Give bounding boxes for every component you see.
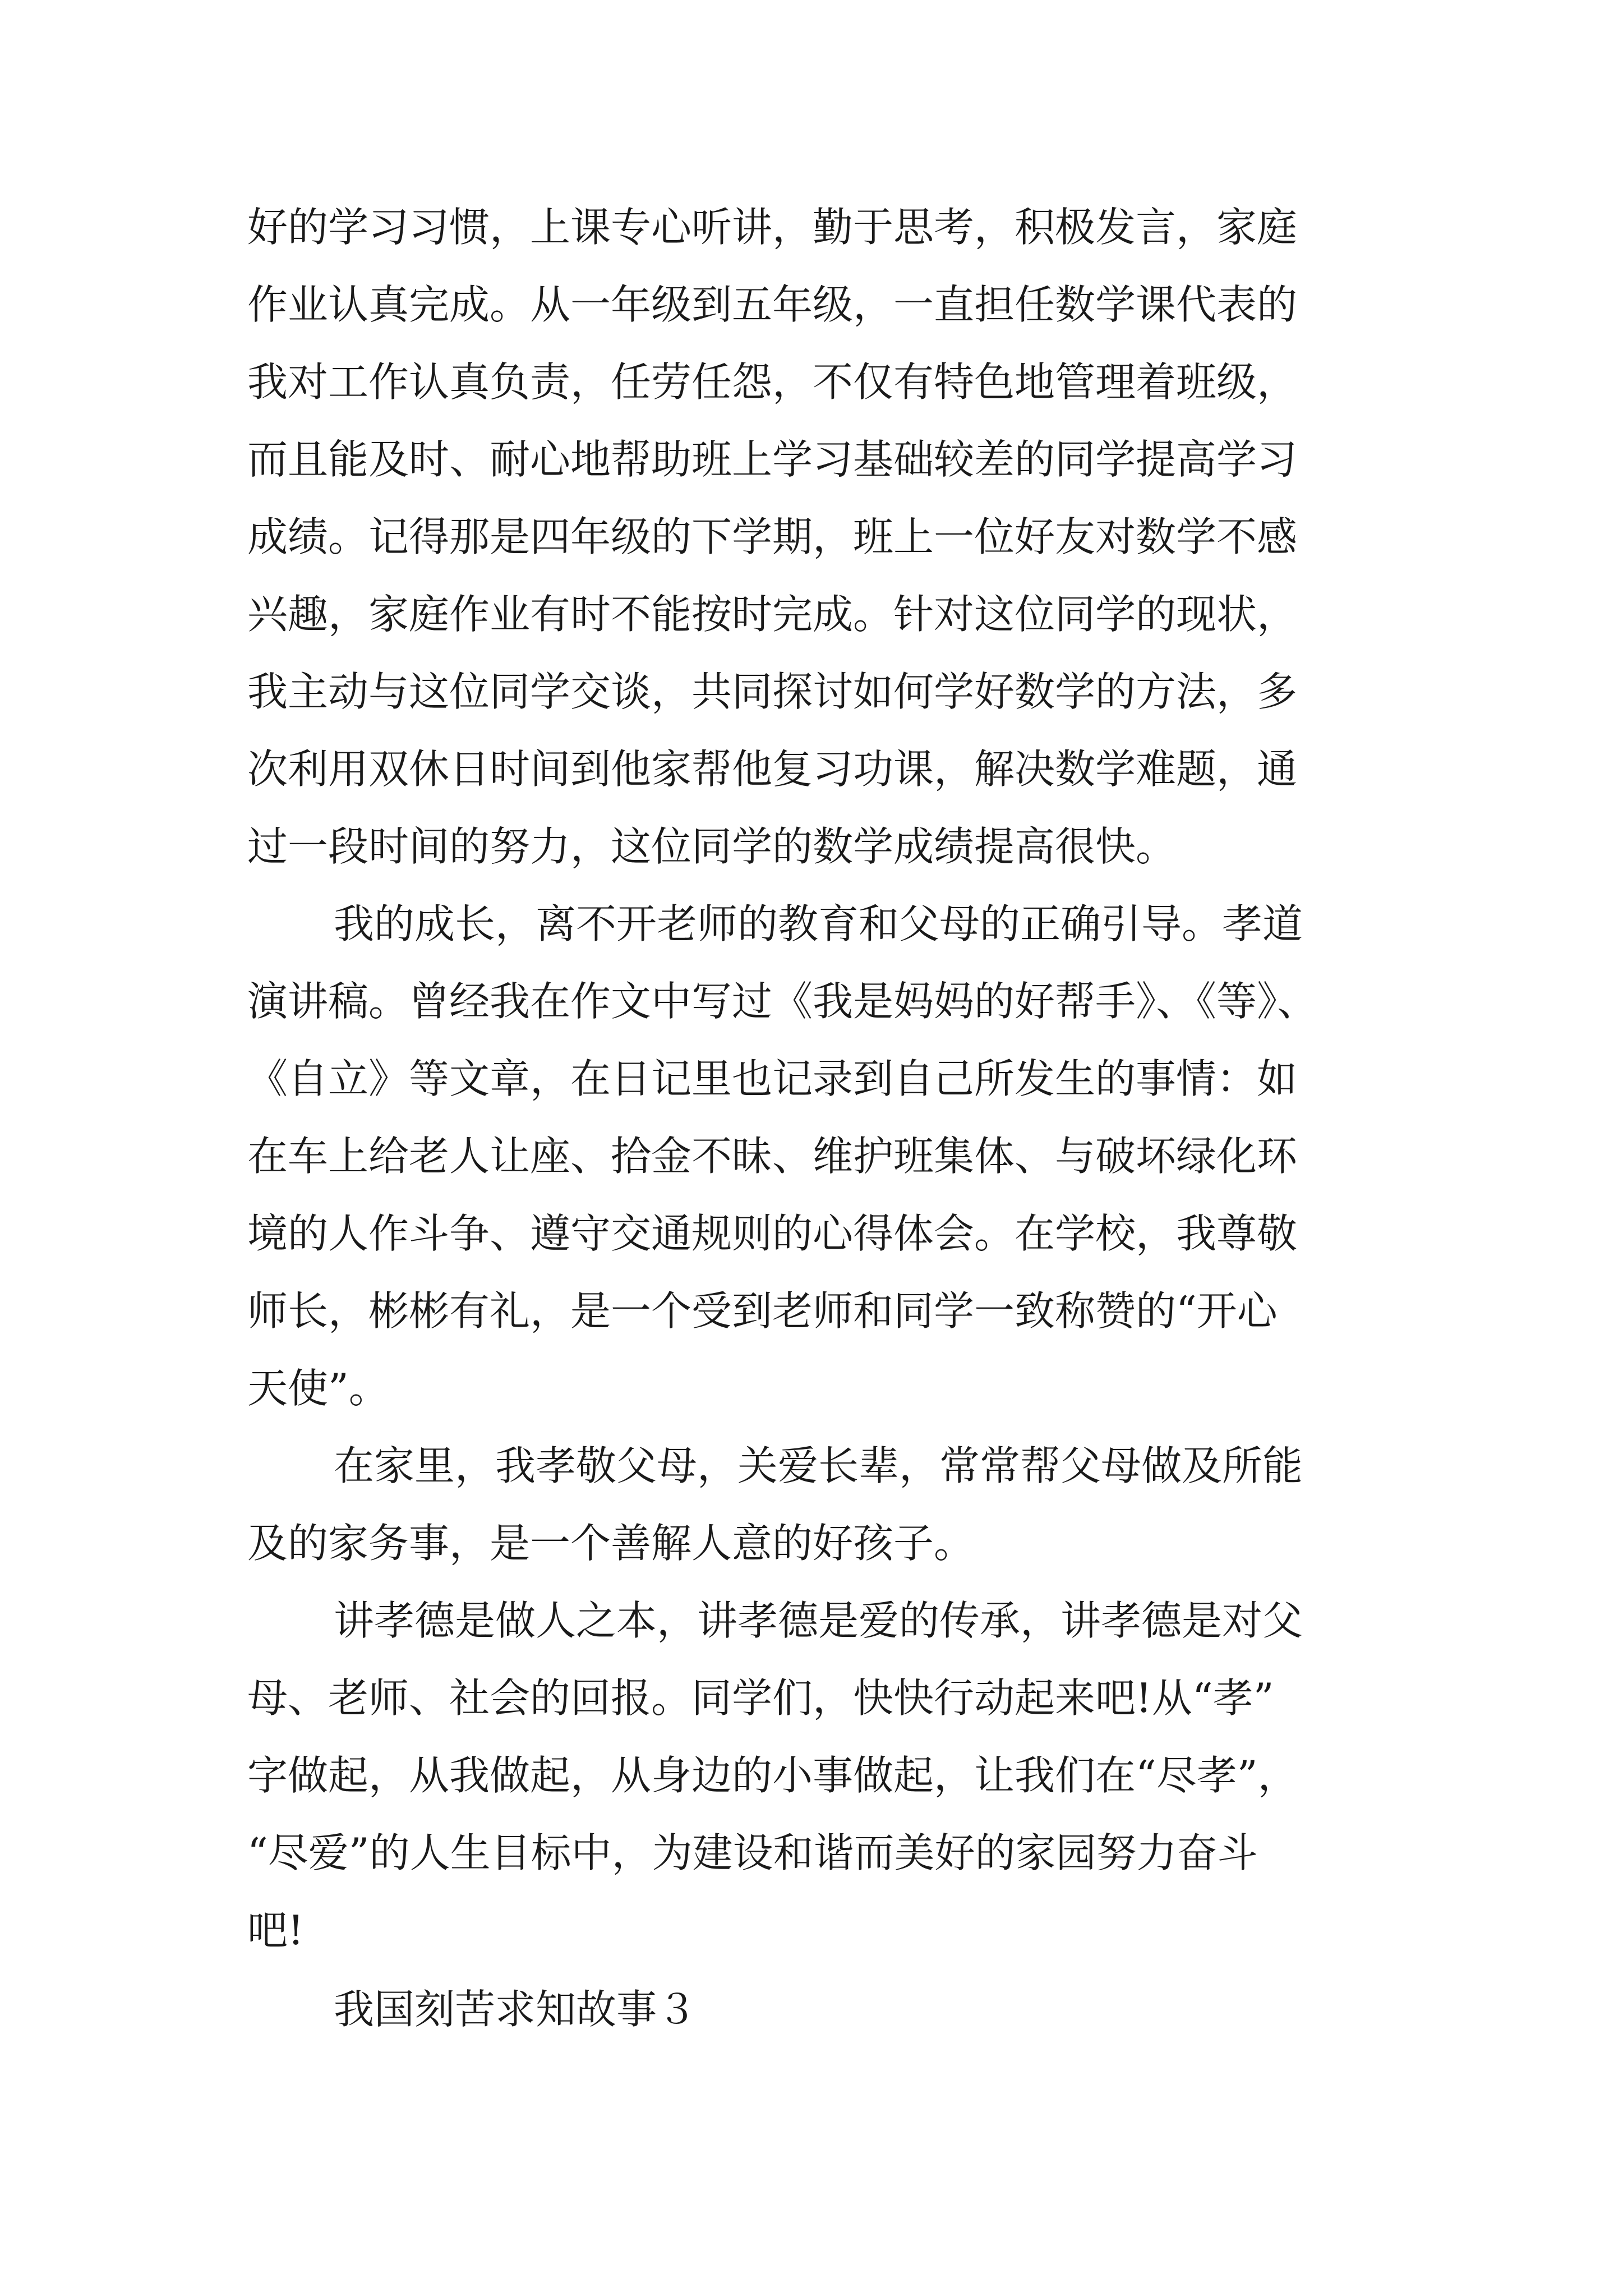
- text-line: 吧!: [247, 1907, 304, 1954]
- text-line: 我对工作认真负责，任劳任怨，不仅有特色地管理着班级，: [247, 358, 1298, 406]
- text-line: 母、老师、社会的回报。同学们，快快行动起来吧!从“孝”: [247, 1674, 1274, 1722]
- text-line: 及的家务事，是一个善解人意的好孩子。: [247, 1520, 975, 1567]
- text-line: 而且能及时、耐心地帮助班上学习基础较差的同学提高学习: [247, 436, 1298, 483]
- section-heading: 我国刻苦求知故事３: [334, 1986, 698, 2033]
- text-line: 作业认真完成。从一年级到五年级，一直担任数学课代表的: [247, 281, 1298, 328]
- text-line: 过一段时间的努力，这位同学的数学成绩提高很快。: [247, 823, 1177, 870]
- text-line: 师长，彬彬有礼，是一个受到老师和同学一致称赞的“开心: [247, 1287, 1278, 1335]
- paragraph-start-line: 我的成长，离不开老师的教育和父母的正确引导。孝道: [334, 900, 1303, 947]
- text-line: “尽爱”的人生目标中，为建设和谐而美好的家园努力奋斗: [247, 1829, 1258, 1876]
- text-line: 字做起，从我做起，从身边的小事做起，让我们在“尽孝”，: [247, 1752, 1298, 1799]
- text-line: 次利用双休日时间到他家帮他复习功课，解决数学难题，通: [247, 746, 1298, 793]
- text-line: 天使”。: [247, 1365, 389, 1412]
- text-line: 演讲稿。曾经我在作文中写过《我是妈妈的好帮手》、《等》、: [247, 978, 1318, 1025]
- text-line: 成绩。记得那是四年级的下学期，班上一位好友对数学不感: [247, 513, 1298, 560]
- text-line: 我主动与这位同学交谈，共同探讨如何学好数学的方法，多: [247, 668, 1298, 715]
- text-line: 好的学习习惯，上课专心听讲，勤于思考，积极发言，家庭: [247, 204, 1298, 251]
- text-line: 在车上给老人让座、拾金不昧、维护班集体、与破坏绿化环: [247, 1133, 1298, 1180]
- text-line: 兴趣，家庭作业有时不能按时完成。针对这位同学的现状，: [247, 591, 1298, 638]
- paragraph-start-line: 在家里，我孝敬父母，关爱长辈，常常帮父母做及所能: [334, 1442, 1303, 1489]
- text-line: 《自立》等文章，在日记里也记录到自己所发生的事情：如: [247, 1055, 1298, 1102]
- paragraph-start-line: 讲孝德是做人之本，讲孝德是爱的传承，讲孝德是对父: [334, 1597, 1303, 1644]
- text-line: 境的人作斗争、遵守交通规则的心得体会。在学校，我尊敬: [247, 1210, 1298, 1257]
